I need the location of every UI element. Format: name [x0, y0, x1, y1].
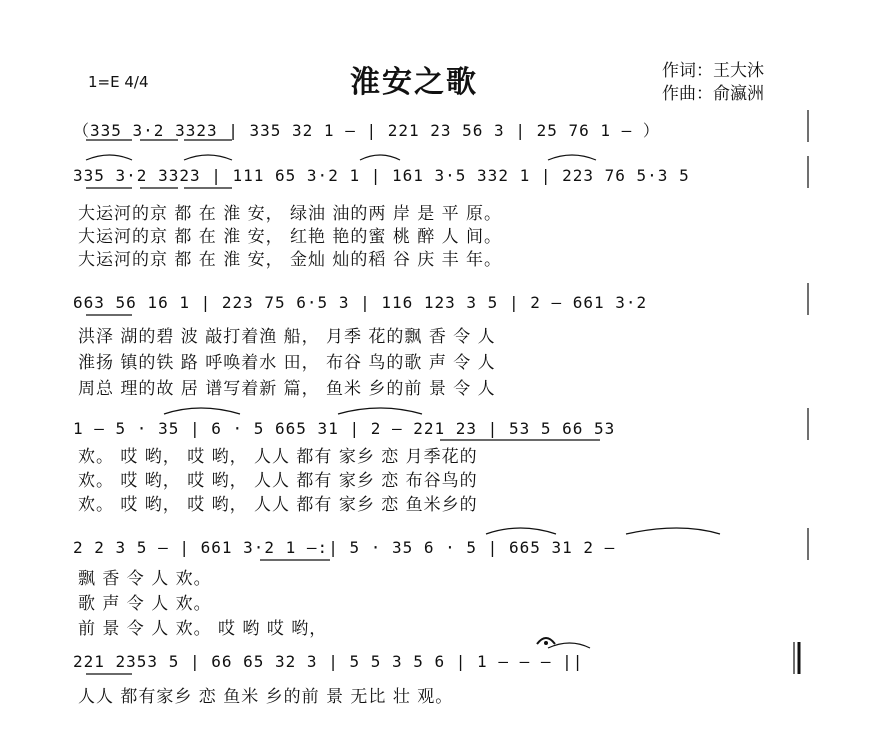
row3-notes: 1 — 5 · 35 | 6 · 5 665 31 | 2 — 221 23 | 53 5 66 53 [73, 419, 616, 438]
row4-lyric-verse3: 前 景 令 人 欢。 哎 哟 哎 哟， [78, 619, 328, 639]
row5-notes: 221 2353 5 | 66 65 32 3 | 5 5 3 5 6 | 1 — — — || [73, 652, 584, 671]
row4-lyric-verse2: 歌 声 令 人 欢。 [78, 594, 212, 614]
row3-lyric-verse2: 欢。 哎 哟， 哎 哟， 人人 都有 家乡 恋 布谷鸟的 [78, 471, 478, 491]
composer: 作曲：俞瀛洲 [662, 84, 764, 104]
row1-lyric-verse3: 大运河的京 都 在 淮 安， 金灿 灿的稻 谷 庆 丰 年。 [78, 250, 503, 270]
row2-notes: 663 56 16 1 | 223 75 6·5 3 | 116 123 3 5 | 2 — 661 3·2 [73, 293, 648, 312]
row3-lyric-verse1: 欢。 哎 哟， 哎 哟， 人人 都有 家乡 恋 月季花的 [78, 447, 478, 467]
row5-lyric: 人人 都有家乡 恋 鱼米 乡的前 景 无比 壮 观。 [78, 687, 454, 707]
lyricist: 作词：王大沐 [662, 61, 764, 81]
row2-lyric-verse2: 淮扬 镇的铁 路 呼唤着水 田， 布谷 鸟的歌 声 令 人 [78, 353, 496, 373]
row1-notes: 335 3·2 3323 | 111 65 3·2 1 | 161 3·5 332 1 | 223 76 5·3 5 [73, 166, 690, 185]
row2-lyric-verse1: 洪泽 湖的碧 波 敲打着渔 船， 月季 花的飘 香 令 人 [78, 327, 496, 347]
row2-lyric-verse3: 周总 理的故 居 谱写着新 篇， 鱼米 乡的前 景 令 人 [78, 379, 496, 399]
row1-lyric-verse1: 大运河的京 都 在 淮 安， 绿油 油的两 岸 是 平 原。 [78, 204, 503, 224]
song-title: 淮安之歌 [350, 65, 478, 100]
row1-lyric-verse2: 大运河的京 都 在 淮 安， 红艳 艳的蜜 桃 醉 人 间。 [78, 227, 503, 247]
intro-notes: （335 3·2 3323 | 335 32 1 — | 221 23 56 3 | 25 76 1 — ） [73, 121, 660, 140]
row4-lyric-verse1: 飘 香 令 人 欢。 [78, 569, 212, 589]
row3-lyric-verse3: 欢。 哎 哟， 哎 哟， 人人 都有 家乡 恋 鱼米乡的 [78, 495, 478, 515]
row4-notes: 2 2 3 5 — | 661 3·2 1 —:| 5 · 35 6 · 5 | 665 31 2 — [73, 538, 616, 557]
key-time-signature: 1=E 4/4 [88, 73, 149, 91]
credits [662, 60, 764, 106]
